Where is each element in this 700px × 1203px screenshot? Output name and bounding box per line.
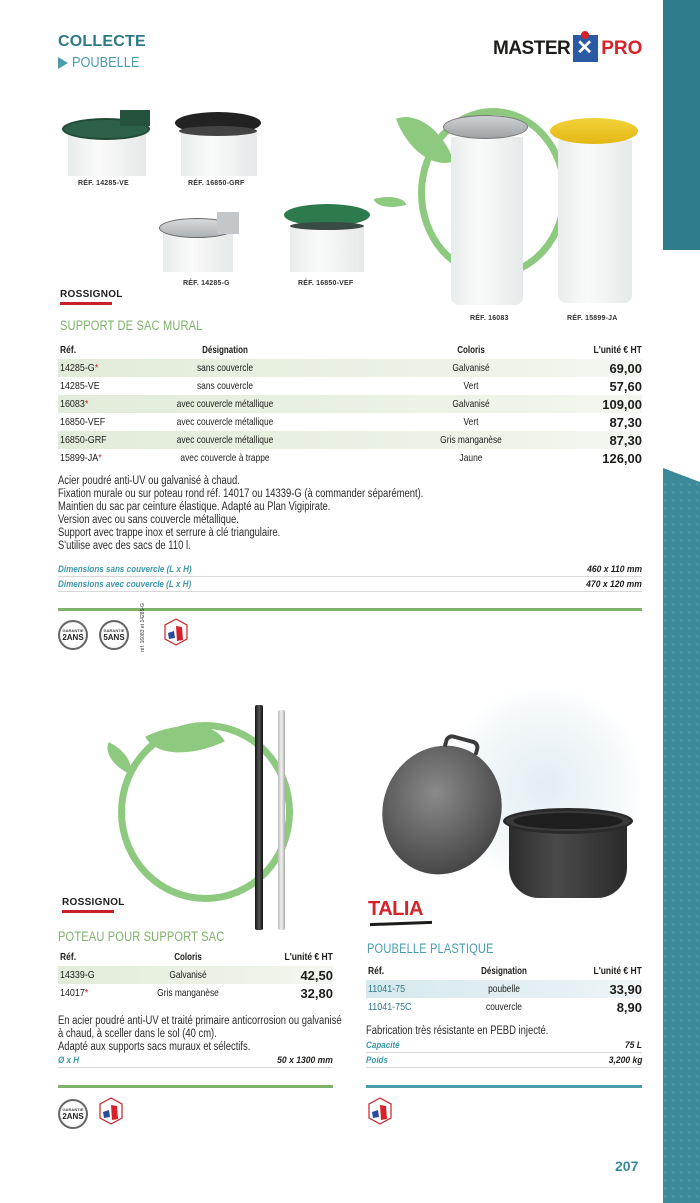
product-description bbox=[58, 1015, 342, 1054]
badge-top-text: GARANTIE bbox=[62, 628, 84, 633]
product-description bbox=[58, 475, 423, 553]
col-designation-header: Désignation bbox=[202, 344, 248, 356]
spec-label: Ø x H bbox=[58, 1055, 80, 1066]
row-ref: 11041-75C bbox=[368, 1001, 412, 1013]
leaf-circle-decor bbox=[118, 722, 293, 902]
image-caption: RÉF. 14285-VE bbox=[78, 180, 129, 187]
description-line: Fabrication très résistante en PEBD injecté. bbox=[366, 1025, 549, 1037]
leaf-icon bbox=[374, 191, 407, 212]
support-sac-table bbox=[58, 341, 642, 467]
col-price-header: L'unité € HT bbox=[593, 965, 642, 977]
description-line: Acier poudré anti-UV ou galvanisé à chaud. bbox=[58, 475, 240, 487]
section-divider bbox=[58, 1085, 333, 1088]
image-caption: RÉF. 16850-GRF bbox=[188, 180, 245, 187]
row-price: 42,50 bbox=[300, 967, 333, 983]
row-coloris: Galvanisé bbox=[452, 362, 490, 374]
row-price: 8,90 bbox=[616, 999, 642, 1015]
side-strip-bottom bbox=[663, 482, 700, 1203]
row-coloris: Vert bbox=[463, 416, 479, 428]
table-row bbox=[366, 980, 642, 998]
col-ref-header: Réf. bbox=[60, 951, 77, 963]
table-row bbox=[58, 359, 642, 377]
spec-value: 75 L bbox=[624, 1040, 642, 1051]
col-coloris-header: Coloris bbox=[457, 344, 485, 356]
table-row bbox=[366, 998, 642, 1016]
made-in-france-icon bbox=[368, 1097, 392, 1125]
description-line: Support avec trappe inox et serrure à clé triangulaire. bbox=[58, 527, 281, 539]
product-image-poteau-gris bbox=[255, 705, 263, 930]
spec-label: Dimensions avec couvercle (L x H) bbox=[58, 579, 192, 590]
warranty-2-years-badge bbox=[58, 1099, 88, 1129]
badge-note: réf. 16083 et 14285-G bbox=[140, 603, 146, 652]
row-coloris: Galvanisé bbox=[452, 398, 490, 410]
row-designation: avec couvercle à trappe bbox=[180, 452, 270, 464]
badge-main-text: 2ANS bbox=[62, 633, 84, 642]
col-designation-header: Désignation bbox=[481, 965, 527, 977]
star-figure-icon bbox=[573, 35, 598, 62]
side-strip-top bbox=[663, 0, 700, 250]
product-image-14285-ve bbox=[60, 108, 155, 176]
spec-value: 50 x 1300 mm bbox=[277, 1055, 333, 1066]
row-designation: couvercle bbox=[486, 1001, 522, 1013]
description-line: à chaud, à sceller dans le sol (40 cm). bbox=[58, 1028, 217, 1040]
row-coloris: Gris manganèse bbox=[440, 434, 502, 446]
rossignol-logo: ROSSIGNOL bbox=[60, 289, 123, 300]
star-marker: * bbox=[94, 362, 99, 374]
triangle-right-icon bbox=[58, 57, 68, 69]
row-coloris: Vert bbox=[463, 380, 479, 392]
product-image-16850-grf bbox=[175, 108, 263, 176]
row-price: 87,30 bbox=[609, 414, 642, 430]
made-in-france-icon bbox=[164, 618, 188, 646]
row-price: 87,30 bbox=[609, 432, 642, 448]
spec-row bbox=[366, 1039, 642, 1053]
star-marker: * bbox=[98, 452, 102, 464]
col-coloris-header: Coloris bbox=[174, 951, 202, 963]
made-in-france-icon bbox=[99, 1097, 123, 1125]
row-ref: 16850-GRF bbox=[60, 434, 107, 446]
row-designation: sans couvercle bbox=[196, 380, 254, 392]
table-row bbox=[58, 413, 642, 431]
row-price: 126,00 bbox=[602, 450, 642, 466]
category-title: COLLECTE bbox=[58, 33, 146, 50]
row-ref: 11041-75 bbox=[368, 983, 406, 995]
table-row bbox=[58, 431, 642, 449]
poteau-table bbox=[58, 948, 333, 1002]
description-line: Adapté aux supports sacs muraux et sélectifs. bbox=[58, 1041, 251, 1053]
spec-value: 460 x 110 mm bbox=[587, 564, 642, 575]
product-image-bin bbox=[503, 808, 633, 898]
table-header-row bbox=[58, 948, 333, 966]
row-price: 57,60 bbox=[609, 378, 642, 394]
row-ref: 14339-G bbox=[60, 969, 95, 981]
table-row bbox=[58, 395, 642, 413]
row-ref: 16083 bbox=[60, 398, 85, 410]
image-caption: RÉF. 16850-VEF bbox=[298, 280, 354, 287]
page-number: 207 bbox=[615, 1158, 639, 1174]
row-coloris: Galvanisé bbox=[169, 969, 207, 981]
section-title: SUPPORT DE SAC MURAL bbox=[60, 318, 203, 333]
product-image-poteau-galvanise bbox=[278, 710, 285, 930]
table-header-row bbox=[366, 962, 642, 980]
row-price: 109,00 bbox=[602, 396, 642, 412]
row-ref: 14285-VE bbox=[60, 380, 100, 392]
row-ref: 14017 bbox=[60, 987, 85, 999]
table-row bbox=[58, 449, 642, 467]
row-ref: 16850-VEF bbox=[60, 416, 106, 428]
logo-master-text: MASTER bbox=[493, 37, 571, 59]
badge-top-text: GARANTIE bbox=[103, 628, 125, 633]
image-caption: RÉF. 16083 bbox=[470, 315, 509, 322]
section-title: POUBELLE PLASTIQUE bbox=[367, 941, 494, 956]
row-coloris: Gris manganèse bbox=[157, 987, 219, 999]
spec-row bbox=[58, 578, 642, 592]
table-row bbox=[58, 377, 642, 395]
row-price: 69,00 bbox=[609, 360, 642, 376]
row-designation: avec couvercle métallique bbox=[176, 398, 274, 410]
talia-logo: TALIA bbox=[368, 898, 423, 920]
poubelle-plastique-table bbox=[366, 962, 642, 1016]
warranty-5-years-badge bbox=[99, 620, 129, 650]
talia-logo-underline bbox=[370, 921, 432, 926]
col-price-header: L'unité € HT bbox=[284, 951, 333, 963]
description-line: S'utilise avec des sacs de 110 l. bbox=[58, 540, 191, 552]
image-caption: RÉF. 15899-JA bbox=[567, 315, 618, 322]
star-marker: * bbox=[84, 987, 89, 999]
masterpro-logo bbox=[493, 35, 642, 62]
row-price: 32,80 bbox=[300, 985, 333, 1001]
description-line: Version avec ou sans couvercle métallique. bbox=[58, 514, 239, 526]
section-title: POTEAU POUR SUPPORT SAC bbox=[58, 929, 225, 944]
badge-main-text: 5ANS bbox=[103, 633, 125, 642]
description-line: Maintien du sac par ceinture élastique. Adapté au Plan Vigipirate. bbox=[58, 501, 331, 513]
table-row bbox=[58, 984, 333, 1002]
col-ref-header: Réf. bbox=[368, 965, 385, 977]
row-price: 33,90 bbox=[609, 981, 642, 997]
col-ref-header: Réf. bbox=[60, 344, 77, 356]
table-header-row bbox=[58, 341, 642, 359]
logo-pro-text: PRO bbox=[601, 37, 643, 59]
badge-main-text: 2ANS bbox=[62, 1112, 84, 1121]
badge-top-text: GARANTIE bbox=[62, 1107, 84, 1112]
spec-row bbox=[366, 1054, 642, 1068]
spec-value: 3,200 kg bbox=[608, 1055, 642, 1066]
spec-label: Dimensions sans couvercle (L x H) bbox=[58, 564, 192, 575]
image-caption: RÉF. 14285-G bbox=[183, 280, 230, 287]
product-image-16083 bbox=[443, 115, 528, 305]
row-ref: 15899-JA bbox=[60, 452, 99, 464]
spec-value: 470 x 120 mm bbox=[586, 579, 642, 590]
subcategory-label: POUBELLE bbox=[72, 54, 140, 71]
description-line: Fixation murale ou sur poteau rond réf. 14017 ou 14339-G (à commander séparément). bbox=[58, 488, 424, 500]
table-row bbox=[58, 966, 333, 984]
product-description bbox=[366, 1025, 548, 1038]
section-divider bbox=[366, 1085, 642, 1088]
product-image-16850-vef bbox=[282, 200, 372, 272]
row-designation: sans couvercle bbox=[196, 362, 254, 374]
col-price-header: L'unité € HT bbox=[593, 344, 642, 356]
row-designation: poubelle bbox=[488, 983, 520, 995]
spec-row bbox=[58, 1054, 333, 1068]
row-designation: avec couvercle métallique bbox=[176, 416, 274, 428]
product-image-14285-g bbox=[157, 210, 239, 272]
row-coloris: Jaune bbox=[459, 452, 483, 464]
row-designation: avec couvercle métallique bbox=[176, 434, 274, 446]
spec-label: Poids bbox=[366, 1055, 388, 1066]
spec-label: Capacité bbox=[366, 1040, 400, 1051]
rossignol-logo: ROSSIGNOL bbox=[62, 897, 125, 908]
description-line: En acier poudré anti-UV et traité primaire anticorrosion ou galvanisé bbox=[58, 1015, 342, 1027]
warranty-2-years-badge bbox=[58, 620, 88, 650]
spec-row bbox=[58, 563, 642, 577]
product-image-15899-ja bbox=[550, 118, 638, 303]
row-ref: 14285-G bbox=[60, 362, 95, 374]
subcategory-breadcrumb bbox=[58, 54, 151, 71]
star-marker: * bbox=[84, 398, 89, 410]
